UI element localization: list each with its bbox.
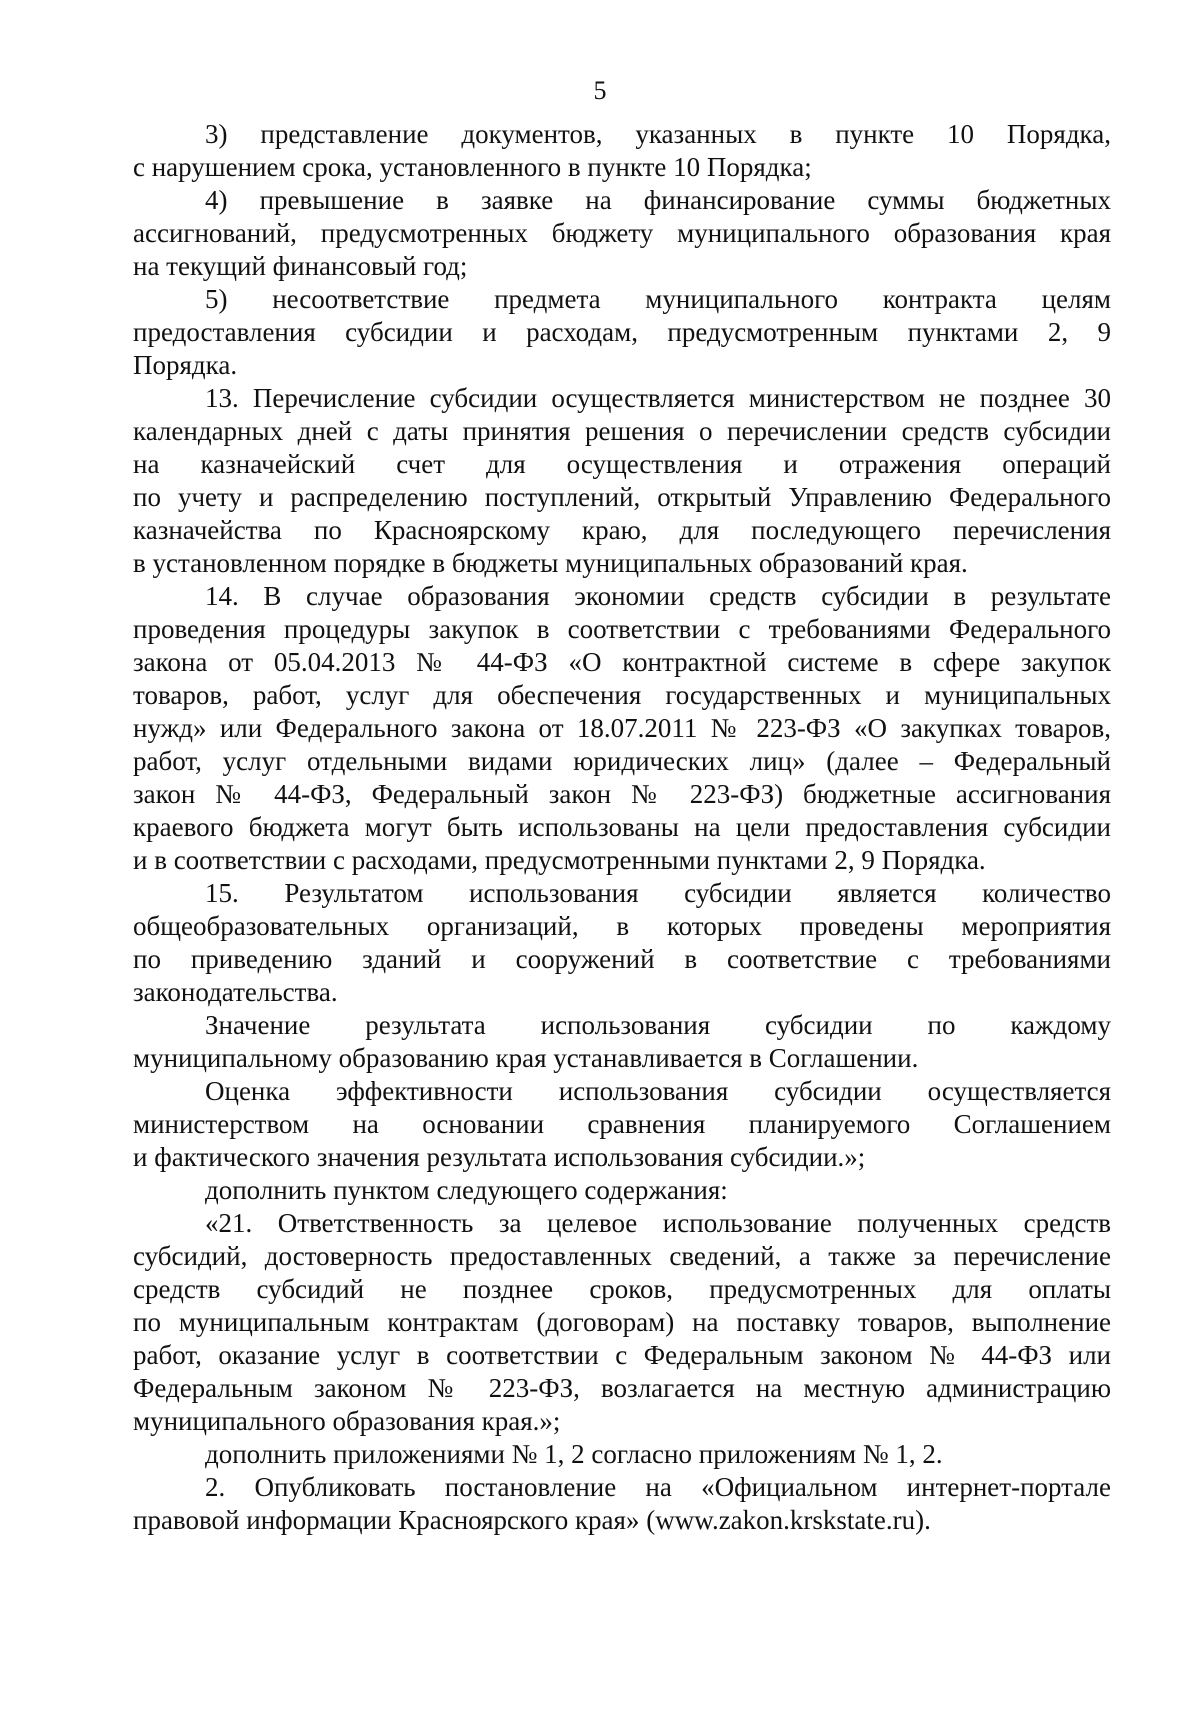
text-line: дополнить пунктом следующего содержания: xyxy=(205,1175,728,1205)
text-line: краевого бюджета могут быть использованы на цели предоставления субсидии xyxy=(133,812,1111,842)
text-line: муниципальному образованию края устанавливается в Соглашении. xyxy=(133,1043,919,1073)
text-line: по учету и распределению поступлений, открытый Управлению Федерального xyxy=(133,482,1111,512)
paragraph-efficiency-assessment xyxy=(133,1075,1111,1174)
text-line: работ, услуг отдельными видами юридических лиц» (далее – Федеральный xyxy=(133,746,1111,776)
paragraph-item-5 xyxy=(133,283,1111,382)
text-line: средств субсидий не позднее сроков, предусмотренных для оплаты xyxy=(133,1274,1111,1304)
text-line: «21. Ответственность за целевое использование полученных средств xyxy=(205,1208,1111,1238)
text-line: Федеральным законом № 223-ФЗ, возлагается на местную администрацию xyxy=(133,1373,1111,1403)
document-body xyxy=(133,118,1111,1537)
paragraph-item-2-publish xyxy=(133,1471,1111,1537)
page-number: 5 xyxy=(593,76,607,105)
text-line: закон № 44-ФЗ, Федеральный закон № 223-ФЗ) бюджетные ассигнования xyxy=(133,779,1111,809)
text-line: по муниципальным контрактам (договорам) на поставку товаров, выполнение xyxy=(133,1307,1111,1337)
text-line: ассигнований, предусмотренных бюджету муниципального образования края xyxy=(133,218,1111,248)
text-line: общеобразовательных организаций, в которых проведены мероприятия xyxy=(133,911,1111,941)
text-line: Оценка эффективности использования субсидии осуществляется xyxy=(205,1076,1111,1106)
text-line: субсидий, достоверность предоставленных сведений, а также за перечисление xyxy=(133,1241,1111,1271)
text-line: проведения процедуры закупок в соответствии с требованиями Федерального xyxy=(133,614,1111,644)
text-line: и фактического значения результата использования субсидии.»; xyxy=(133,1142,866,1172)
text-line: в установленном порядке в бюджеты муниципальных образований края. xyxy=(133,548,968,578)
paragraph-clause-14 xyxy=(133,580,1111,877)
text-line: 4) превышение в заявке на финансирование суммы бюджетных xyxy=(205,185,1111,215)
text-line: Порядка. xyxy=(133,350,238,380)
text-line: по приведению зданий и сооружений в соответствие с требованиями xyxy=(133,944,1111,974)
text-line: предоставления субсидии и расходам, предусмотренным пунктами 2, 9 xyxy=(133,317,1111,347)
text-line: 2. Опубликовать постановление на «Официальном интернет-портале xyxy=(205,1472,1111,1502)
text-line: казначейства по Красноярскому краю, для последующего перечисления xyxy=(133,515,1111,545)
text-line: 3) представление документов, указанных в пункте 10 Порядка, xyxy=(205,119,1111,149)
text-line: на казначейский счет для осуществления и отражения операций xyxy=(133,449,1111,479)
text-line: с нарушением срока, установленного в пункте 10 Порядка; xyxy=(133,152,812,182)
paragraph-item-3 xyxy=(133,118,1111,184)
text-line: министерством на основании сравнения планируемого Соглашением xyxy=(133,1109,1111,1139)
text-line: нужд» или Федерального закона от 18.07.2011 № 223-ФЗ «О закупках товаров, xyxy=(133,713,1111,743)
paragraph-clause-21 xyxy=(133,1207,1111,1438)
text-line: Значение результата использования субсидии по каждому xyxy=(205,1010,1111,1040)
text-line: товаров, работ, услуг для обеспечения государственных и муниципальных xyxy=(133,680,1111,710)
text-line: муниципального образования края.»; xyxy=(133,1406,561,1436)
text-line: на текущий финансовый год; xyxy=(133,251,468,281)
paragraph-clause-15 xyxy=(133,877,1111,1009)
text-line: 14. В случае образования экономии средств субсидии в результате xyxy=(205,581,1111,611)
text-line: законодательства. xyxy=(133,977,338,1007)
text-line: 5) несоответствие предмета муниципального контракта целям xyxy=(205,284,1111,314)
text-line: календарных дней с даты принятия решения о перечислении средств субсидии xyxy=(133,416,1111,446)
text-line: и в соответствии с расходами, предусмотренными пунктами 2, 9 Порядка. xyxy=(133,845,986,875)
text-line: 15. Результатом использования субсидии является количество xyxy=(205,878,1111,908)
paragraph-item-4 xyxy=(133,184,1111,283)
text-line: работ, оказание услуг в соответствии с Федеральным законом № 44-ФЗ или xyxy=(133,1340,1111,1370)
paragraph-add-clause xyxy=(133,1174,1111,1207)
text-line: дополнить приложениями № 1, 2 согласно приложениям № 1, 2. xyxy=(205,1439,943,1469)
paragraph-result-value xyxy=(133,1009,1111,1075)
text-line: закона от 05.04.2013 № 44-ФЗ «О контрактной системе в сфере закупок xyxy=(133,647,1111,677)
paragraph-clause-13 xyxy=(133,382,1111,580)
paragraph-add-appendices xyxy=(133,1438,1111,1471)
text-line: правовой информации Красноярского края» (www.zakon.krskstate.ru). xyxy=(133,1505,931,1535)
text-line: 13. Перечисление субсидии осуществляется министерством не позднее 30 xyxy=(205,383,1111,413)
